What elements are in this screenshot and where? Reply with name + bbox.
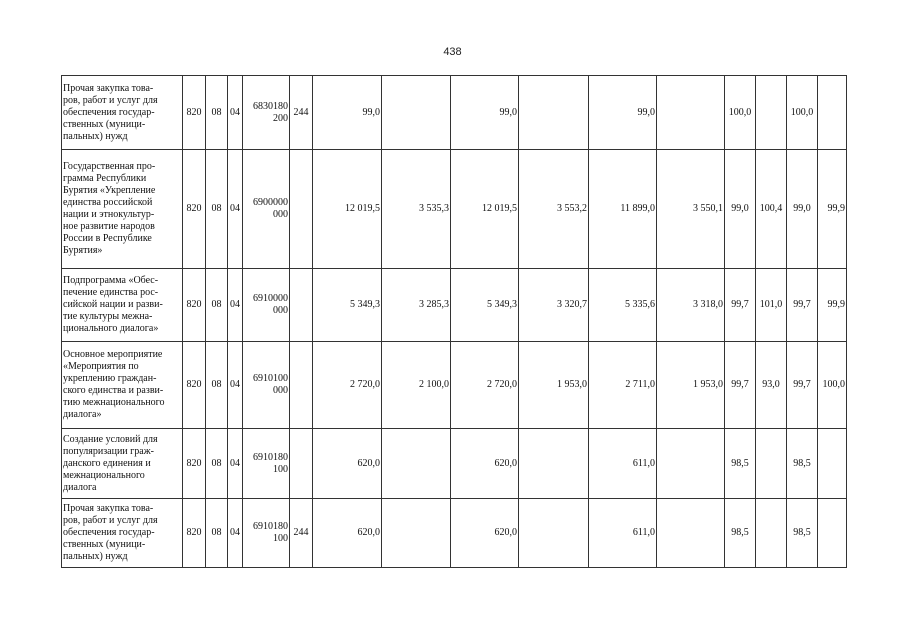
pct-approved-federal: 100,4 <box>756 150 787 269</box>
pct-refined-total: 99,0 <box>787 150 818 269</box>
ministry-code: 820 <box>183 150 206 269</box>
approved-federal: 3 285,3 <box>382 269 451 342</box>
item-name-cell <box>62 342 183 429</box>
refined-total: 2 720,0 <box>451 342 519 429</box>
executed-federal <box>657 499 725 568</box>
executed-total: 611,0 <box>589 499 657 568</box>
pct-approved-total: 100,0 <box>725 76 756 150</box>
section-code: 08 <box>206 429 228 499</box>
refined-total: 99,0 <box>451 76 519 150</box>
table-row <box>62 269 847 342</box>
target-article-code <box>243 429 290 499</box>
item-name-cell <box>62 150 183 269</box>
subsection-code: 04 <box>228 342 243 429</box>
expense-type-code <box>290 269 313 342</box>
item-name-line: Государственная про- <box>63 161 156 172</box>
executed-total: 5 335,6 <box>589 269 657 342</box>
target-article-code-line: 000 <box>273 209 288 220</box>
item-name-line: России в Республике <box>63 233 152 244</box>
section-code: 08 <box>206 76 228 150</box>
ministry-code: 820 <box>183 429 206 499</box>
item-name-line: обеспечения государ- <box>63 527 155 538</box>
pct-approved-federal <box>756 499 787 568</box>
refined-federal <box>519 499 589 568</box>
item-name-line: «Мероприятия по <box>63 361 139 372</box>
executed-federal <box>657 429 725 499</box>
expense-type-code: 244 <box>290 499 313 568</box>
item-name-line: данского единения и <box>63 457 151 469</box>
approved-federal <box>382 499 451 568</box>
pct-refined-federal: 99,9 <box>818 269 847 342</box>
target-article-code-line: 6900000 <box>253 197 288 208</box>
approved-federal <box>382 76 451 150</box>
item-name-line: Основное мероприятие <box>63 349 163 360</box>
approved-federal <box>382 429 451 499</box>
target-article-code <box>243 76 290 150</box>
item-name-line: межнационального <box>63 469 145 481</box>
item-name-line: диалога <box>63 481 97 493</box>
subsection-code: 04 <box>228 499 243 568</box>
item-name-line: ров, работ и услуг для <box>63 515 158 526</box>
item-name-line: Прочая закупка това- <box>63 503 154 514</box>
expense-type-code <box>290 150 313 269</box>
section-code: 08 <box>206 499 228 568</box>
refined-total: 12 019,5 <box>451 150 519 269</box>
subsection-code: 04 <box>228 269 243 342</box>
section-code: 08 <box>206 269 228 342</box>
target-article-code-line: 6910180 <box>253 521 288 532</box>
item-name-line: ное развитие народов <box>63 221 155 232</box>
pct-refined-total: 100,0 <box>787 76 818 150</box>
approved-federal: 2 100,0 <box>382 342 451 429</box>
pct-approved-federal: 101,0 <box>756 269 787 342</box>
pct-approved-total: 98,5 <box>725 429 756 499</box>
section-code: 08 <box>206 342 228 429</box>
executed-federal: 3 318,0 <box>657 269 725 342</box>
section-code: 08 <box>206 150 228 269</box>
table-row <box>62 342 847 429</box>
target-article-code-line: 000 <box>273 305 288 316</box>
item-name-line: сийской нации и разви- <box>63 299 163 310</box>
item-name-cell <box>62 499 183 568</box>
subsection-code: 04 <box>228 150 243 269</box>
item-name-line: ционального диалога» <box>63 323 159 334</box>
item-name-line: пальных) нужд <box>63 130 128 142</box>
pct-approved-total: 99,0 <box>725 150 756 269</box>
ministry-code: 820 <box>183 76 206 150</box>
refined-federal: 3 320,7 <box>519 269 589 342</box>
refined-federal <box>519 76 589 150</box>
subsection-code: 04 <box>228 429 243 499</box>
executed-total: 2 711,0 <box>589 342 657 429</box>
approved-total: 620,0 <box>313 429 382 499</box>
target-article-code-line: 6910100 <box>253 373 288 384</box>
pct-refined-federal: 99,9 <box>818 150 847 269</box>
item-name-line: ственных (муници- <box>63 539 146 550</box>
pct-refined-total: 99,7 <box>787 342 818 429</box>
refined-federal <box>519 429 589 499</box>
item-name-line: пальных) нужд <box>63 551 128 562</box>
executed-federal: 3 550,1 <box>657 150 725 269</box>
refined-total: 5 349,3 <box>451 269 519 342</box>
item-name-line: укреплению граждан- <box>63 373 157 384</box>
target-article-code <box>243 342 290 429</box>
pct-refined-total: 98,5 <box>787 499 818 568</box>
approved-total: 12 019,5 <box>313 150 382 269</box>
table-row <box>62 150 847 269</box>
executed-federal: 1 953,0 <box>657 342 725 429</box>
table-body <box>62 76 847 568</box>
pct-approved-total: 99,7 <box>725 342 756 429</box>
item-name-line: тие культуры межна- <box>63 311 153 322</box>
approved-total: 620,0 <box>313 499 382 568</box>
approved-total: 5 349,3 <box>313 269 382 342</box>
item-name-line: Бурятия «Укрепление <box>63 185 156 196</box>
pct-approved-federal: 93,0 <box>756 342 787 429</box>
item-name-cell <box>62 429 183 499</box>
pct-refined-total: 98,5 <box>787 429 818 499</box>
expense-type-code: 244 <box>290 76 313 150</box>
page-number: 438 <box>443 46 462 58</box>
target-article-code-line: 200 <box>273 112 288 124</box>
item-name-line: грамма Республики <box>63 173 147 184</box>
pct-approved-federal <box>756 76 787 150</box>
target-article-code <box>243 499 290 568</box>
ministry-code: 820 <box>183 499 206 568</box>
expense-type-code <box>290 342 313 429</box>
refined-total: 620,0 <box>451 499 519 568</box>
target-article-code <box>243 150 290 269</box>
item-name-line: ского единства и разви- <box>63 385 164 396</box>
target-article-code-line: 6910180 <box>253 451 288 463</box>
pct-refined-total: 99,7 <box>787 269 818 342</box>
item-name-line: Подпрограмма «Обес- <box>63 275 159 286</box>
pct-refined-federal <box>818 499 847 568</box>
target-article-code-line: 100 <box>273 463 288 475</box>
item-name-line: нации и этнокультур- <box>63 209 155 220</box>
approved-total: 2 720,0 <box>313 342 382 429</box>
pct-refined-federal <box>818 429 847 499</box>
item-name-line: ров, работ и услуг для <box>63 94 158 106</box>
executed-total: 11 899,0 <box>589 150 657 269</box>
target-article-code-line: 000 <box>273 385 288 396</box>
item-name-line: Прочая закупка това- <box>63 82 154 94</box>
subsection-code: 04 <box>228 76 243 150</box>
expense-type-code <box>290 429 313 499</box>
table-row <box>62 429 847 499</box>
target-article-code-line: 100 <box>273 533 288 544</box>
ministry-code: 820 <box>183 342 206 429</box>
budget-table <box>61 75 847 568</box>
approved-total: 99,0 <box>313 76 382 150</box>
refined-total: 620,0 <box>451 429 519 499</box>
executed-federal <box>657 76 725 150</box>
pct-approved-total: 99,7 <box>725 269 756 342</box>
item-name-line: обеспечения государ- <box>63 106 155 118</box>
executed-total: 611,0 <box>589 429 657 499</box>
item-name-line: ственных (муници- <box>63 118 146 130</box>
target-article-code-line: 6830180 <box>253 100 288 112</box>
pct-approved-federal <box>756 429 787 499</box>
item-name-line: единства российской <box>63 197 153 208</box>
item-name-cell <box>62 269 183 342</box>
item-name-line: тию межнационального <box>63 397 165 408</box>
table-row <box>62 499 847 568</box>
table-row <box>62 76 847 150</box>
pct-refined-federal <box>818 76 847 150</box>
item-name-line: диалога» <box>63 409 102 420</box>
item-name-cell <box>62 76 183 150</box>
item-name-line: Бурятия» <box>63 245 103 256</box>
target-article-code-line: 6910000 <box>253 293 288 304</box>
executed-total: 99,0 <box>589 76 657 150</box>
item-name-line: Создание условий для <box>63 433 158 445</box>
approved-federal: 3 535,3 <box>382 150 451 269</box>
target-article-code <box>243 269 290 342</box>
item-name-line: популяризации граж- <box>63 445 154 457</box>
refined-federal: 3 553,2 <box>519 150 589 269</box>
pct-refined-federal: 100,0 <box>818 342 847 429</box>
refined-federal: 1 953,0 <box>519 342 589 429</box>
item-name-line: печение единства рос- <box>63 287 159 298</box>
pct-approved-total: 98,5 <box>725 499 756 568</box>
ministry-code: 820 <box>183 269 206 342</box>
